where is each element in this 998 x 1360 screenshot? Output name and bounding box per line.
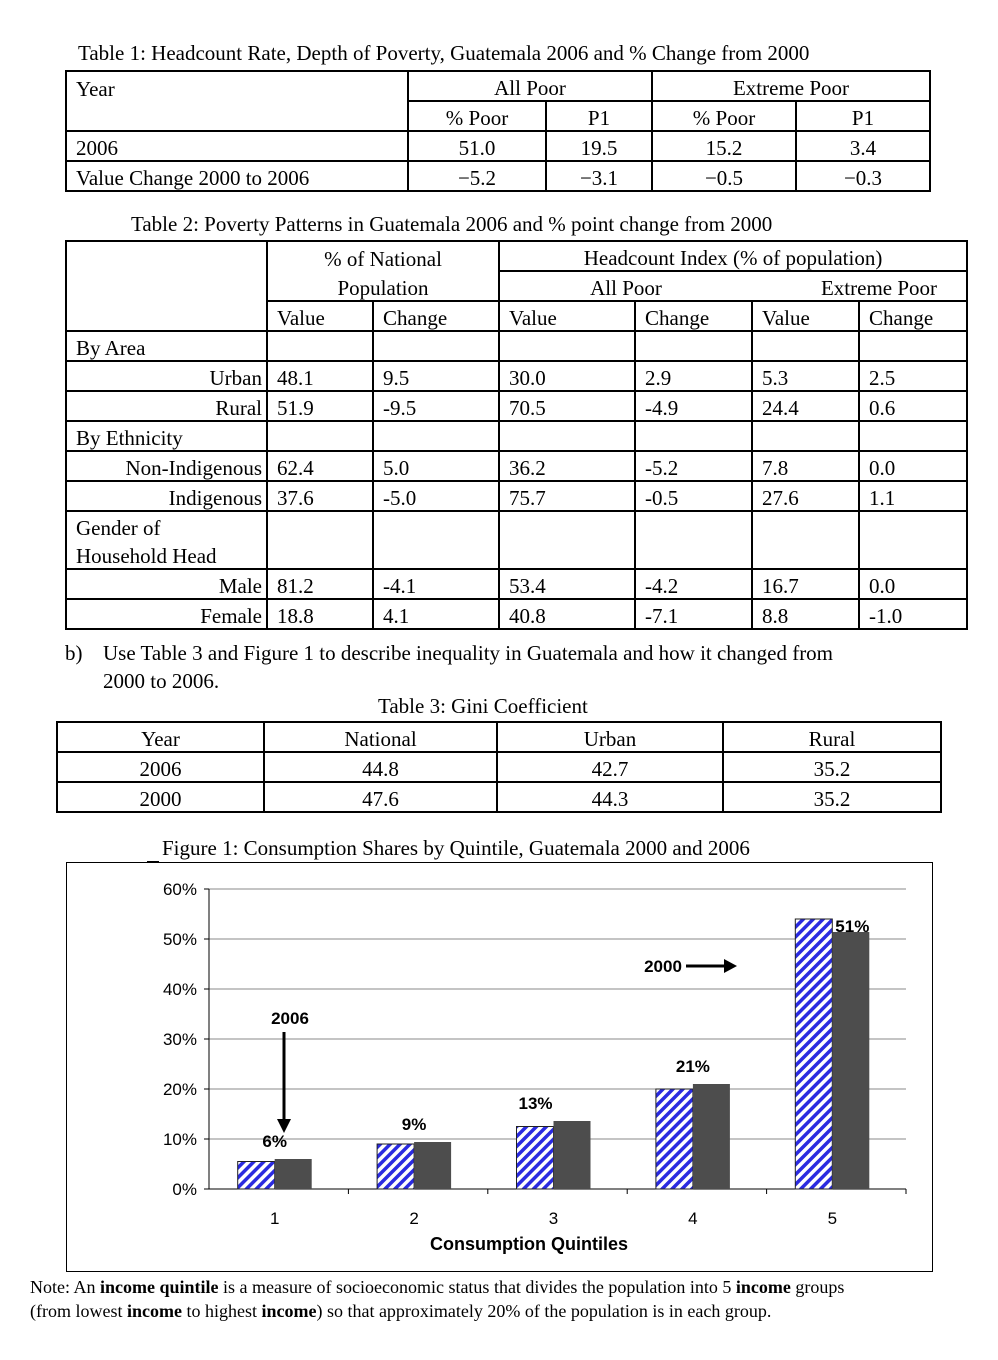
table1-row-label: Value Change 2000 to 2006 <box>66 161 408 191</box>
table-row <box>66 481 967 511</box>
data-label: 21% <box>675 1057 710 1076</box>
note-text: groups <box>790 1277 845 1297</box>
bar-2006 <box>414 1142 451 1189</box>
table1-subheader: P1 <box>546 101 652 131</box>
table2-cell: 9.5 <box>373 361 499 391</box>
table2-row-label: Non-Indigenous <box>66 451 267 481</box>
note-bold: income quintile <box>100 1277 219 1297</box>
table2-headcount-header: Headcount Index (% of population) <box>499 241 967 271</box>
table1-cell: 15.2 <box>652 131 796 161</box>
table1-subheader: % Poor <box>652 101 796 131</box>
y-tick-label: 20% <box>162 1080 197 1099</box>
x-axis-label: Consumption Quintiles <box>430 1234 628 1254</box>
table1-row-label: 2006 <box>66 131 408 161</box>
table2-cell: -0.5 <box>635 481 752 511</box>
table2-cell: 53.4 <box>499 569 635 599</box>
table2-cell: 62.4 <box>267 451 373 481</box>
table1-cell: −3.1 <box>546 161 652 191</box>
note-text: Note: An <box>30 1277 100 1297</box>
table2-cell: 0.0 <box>859 569 967 599</box>
table2-cell: 36.2 <box>499 451 635 481</box>
x-tick-label: 5 <box>827 1209 838 1228</box>
bar-2000 <box>238 1162 275 1190</box>
table2-value-header: Value <box>752 301 859 331</box>
table2-cell: 30.0 <box>499 361 635 391</box>
table-row <box>66 161 930 191</box>
table2-row-label: Male <box>66 569 267 599</box>
table2-change-header: Change <box>859 301 967 331</box>
table2-cell: -4.2 <box>635 569 752 599</box>
table2-change-header: Change <box>373 301 499 331</box>
table1-cell: 51.0 <box>408 131 546 161</box>
data-label: 51% <box>835 917 870 936</box>
table1-subheader: % Poor <box>408 101 546 131</box>
table2-cell: 7.8 <box>752 451 859 481</box>
data-label: 6% <box>262 1132 287 1151</box>
x-tick-label: 4 <box>688 1209 698 1228</box>
question-text-line2: 2000 to 2006. <box>103 669 220 693</box>
bar-2006 <box>554 1121 591 1189</box>
table1-all-poor-header: All Poor <box>408 71 652 101</box>
table1-cell: 19.5 <box>546 131 652 161</box>
table2-cell: -4.1 <box>373 569 499 599</box>
table3-header: Urban <box>497 722 723 752</box>
question-text-line1: Use Table 3 and Figure 1 to describe inequality in Guatemala and how it changed from <box>103 641 834 665</box>
note-text: (from lowest <box>30 1301 127 1321</box>
table3-cell: 35.2 <box>723 752 941 782</box>
table1-cell: −5.2 <box>408 161 546 191</box>
table2-cell: 0.0 <box>859 451 967 481</box>
table2-cell: 5.3 <box>752 361 859 391</box>
table3-header: Rural <box>723 722 941 752</box>
data-label: 9% <box>401 1115 427 1134</box>
table3-header: National <box>264 722 497 752</box>
y-tick-label: 0% <box>172 1180 197 1199</box>
x-tick-label: 2 <box>409 1209 419 1228</box>
table1-caption: Table 1: Headcount Rate, Depth of Poverty, Guatemala 2006 and % Change from 2000 <box>78 41 810 65</box>
annotation-2006: 2006 <box>271 1009 309 1028</box>
table2-section-title: Household Head <box>66 540 267 569</box>
annotation-2000: 2000 <box>644 957 682 976</box>
table2-row-label: Female <box>66 599 267 629</box>
table2-cell: 51.9 <box>267 391 373 421</box>
y-tick-label: 30% <box>162 1030 197 1049</box>
table2-cell: -4.9 <box>635 391 752 421</box>
table3-cell: 35.2 <box>723 782 941 812</box>
bar-2006 <box>693 1084 730 1189</box>
table2-extreme-poor-header: Extreme Poor <box>752 271 967 301</box>
table2-cell: -9.5 <box>373 391 499 421</box>
table2-cell: 37.6 <box>267 481 373 511</box>
table3-cell: 44.3 <box>497 782 723 812</box>
table-row <box>66 599 967 629</box>
table3-cell: 2000 <box>57 782 264 812</box>
table2-cell: 81.2 <box>267 569 373 599</box>
y-tick-label: 40% <box>162 980 197 999</box>
table-row <box>66 361 967 391</box>
table2-caption: Table 2: Poverty Patterns in Guatemala 2006 and % point change from 2000 <box>131 212 773 236</box>
table1-year-header: Year <box>66 71 408 101</box>
note-bold: income <box>261 1301 317 1321</box>
table2-value-header: Value <box>499 301 635 331</box>
table2-cell: -5.2 <box>635 451 752 481</box>
bar-2000 <box>377 1144 414 1189</box>
question-marker: b) <box>65 641 83 665</box>
table2-pop-header-2: Population <box>267 271 499 301</box>
table2-all-poor-header: All Poor <box>499 271 752 301</box>
x-tick-label: 3 <box>548 1209 559 1228</box>
bar-2000 <box>795 919 832 1189</box>
table1-cell: 3.4 <box>796 131 930 161</box>
table2-value-header: Value <box>267 301 373 331</box>
table3-cell: 44.8 <box>264 752 497 782</box>
bar-2000 <box>656 1089 693 1189</box>
table2-cell: 75.7 <box>499 481 635 511</box>
figure-title: Figure 1: Consumption Shares by Quintile, Guatemala 2000 and 2006 <box>162 836 750 860</box>
y-tick-label: 10% <box>162 1130 197 1149</box>
table2-cell: 2.5 <box>859 361 967 391</box>
table-row <box>66 569 967 599</box>
table2-cell: 1.1 <box>859 481 967 511</box>
table2-cell: 24.4 <box>752 391 859 421</box>
bar-2006 <box>832 932 869 1189</box>
table3-cell: 2006 <box>57 752 264 782</box>
table-row <box>57 752 941 782</box>
table2-cell: 18.8 <box>267 599 373 629</box>
table2-row-label: Urban <box>66 361 267 391</box>
table1-subheader: P1 <box>796 101 930 131</box>
table2-cell: 0.6 <box>859 391 967 421</box>
table2-cell: -1.0 <box>859 599 967 629</box>
note-bold: income <box>735 1277 791 1297</box>
table2-cell: 16.7 <box>752 569 859 599</box>
table2-cell: 70.5 <box>499 391 635 421</box>
table2-section-title: By Ethnicity <box>66 421 267 451</box>
table2-cell: -5.0 <box>373 481 499 511</box>
table2-cell: 4.1 <box>373 599 499 629</box>
table3-header: Year <box>57 722 264 752</box>
table-row <box>66 131 930 161</box>
table2-cell: 8.8 <box>752 599 859 629</box>
bar-2000 <box>517 1127 554 1190</box>
table1 <box>65 70 931 192</box>
table2-section-title: By Area <box>66 331 267 361</box>
note-text: to highest <box>181 1301 262 1321</box>
table3 <box>56 721 942 813</box>
table-row <box>66 451 967 481</box>
note-text: is a measure of socioeconomic status that divides the population into 5 <box>218 1277 736 1297</box>
x-tick-label: 1 <box>269 1209 280 1228</box>
table2-cell: -7.1 <box>635 599 752 629</box>
table2-section-title: Gender of <box>66 511 267 540</box>
table2-change-header: Change <box>635 301 752 331</box>
table3-cell: 47.6 <box>264 782 497 812</box>
consumption-share-chart <box>66 862 933 1272</box>
table1-cell: −0.3 <box>796 161 930 191</box>
table2-cell: 2.9 <box>635 361 752 391</box>
y-tick-label: 60% <box>162 880 197 899</box>
note-bold: income <box>126 1301 182 1321</box>
table2-row-label: Indigenous <box>66 481 267 511</box>
table-row <box>57 782 941 812</box>
table2-cell: 5.0 <box>373 451 499 481</box>
data-label: 13% <box>518 1094 553 1113</box>
note-text: ) so that approximately 20% of the population is in each group. <box>316 1301 772 1321</box>
table2 <box>65 240 968 630</box>
table-row <box>66 391 967 421</box>
table2-cell: 27.6 <box>752 481 859 511</box>
bar-2006 <box>275 1159 312 1189</box>
table3-caption: Table 3: Gini Coefficient <box>378 694 588 718</box>
table1-cell: −0.5 <box>652 161 796 191</box>
table2-cell: 48.1 <box>267 361 373 391</box>
table2-cell: 40.8 <box>499 599 635 629</box>
table1-extreme-poor-header: Extreme Poor <box>652 71 930 101</box>
table3-cell: 42.7 <box>497 752 723 782</box>
table2-pop-header: % of National <box>267 241 499 271</box>
note-line1 <box>30 1275 844 1299</box>
y-tick-label: 50% <box>162 930 197 949</box>
note-line2 <box>30 1299 771 1323</box>
table2-row-label: Rural <box>66 391 267 421</box>
